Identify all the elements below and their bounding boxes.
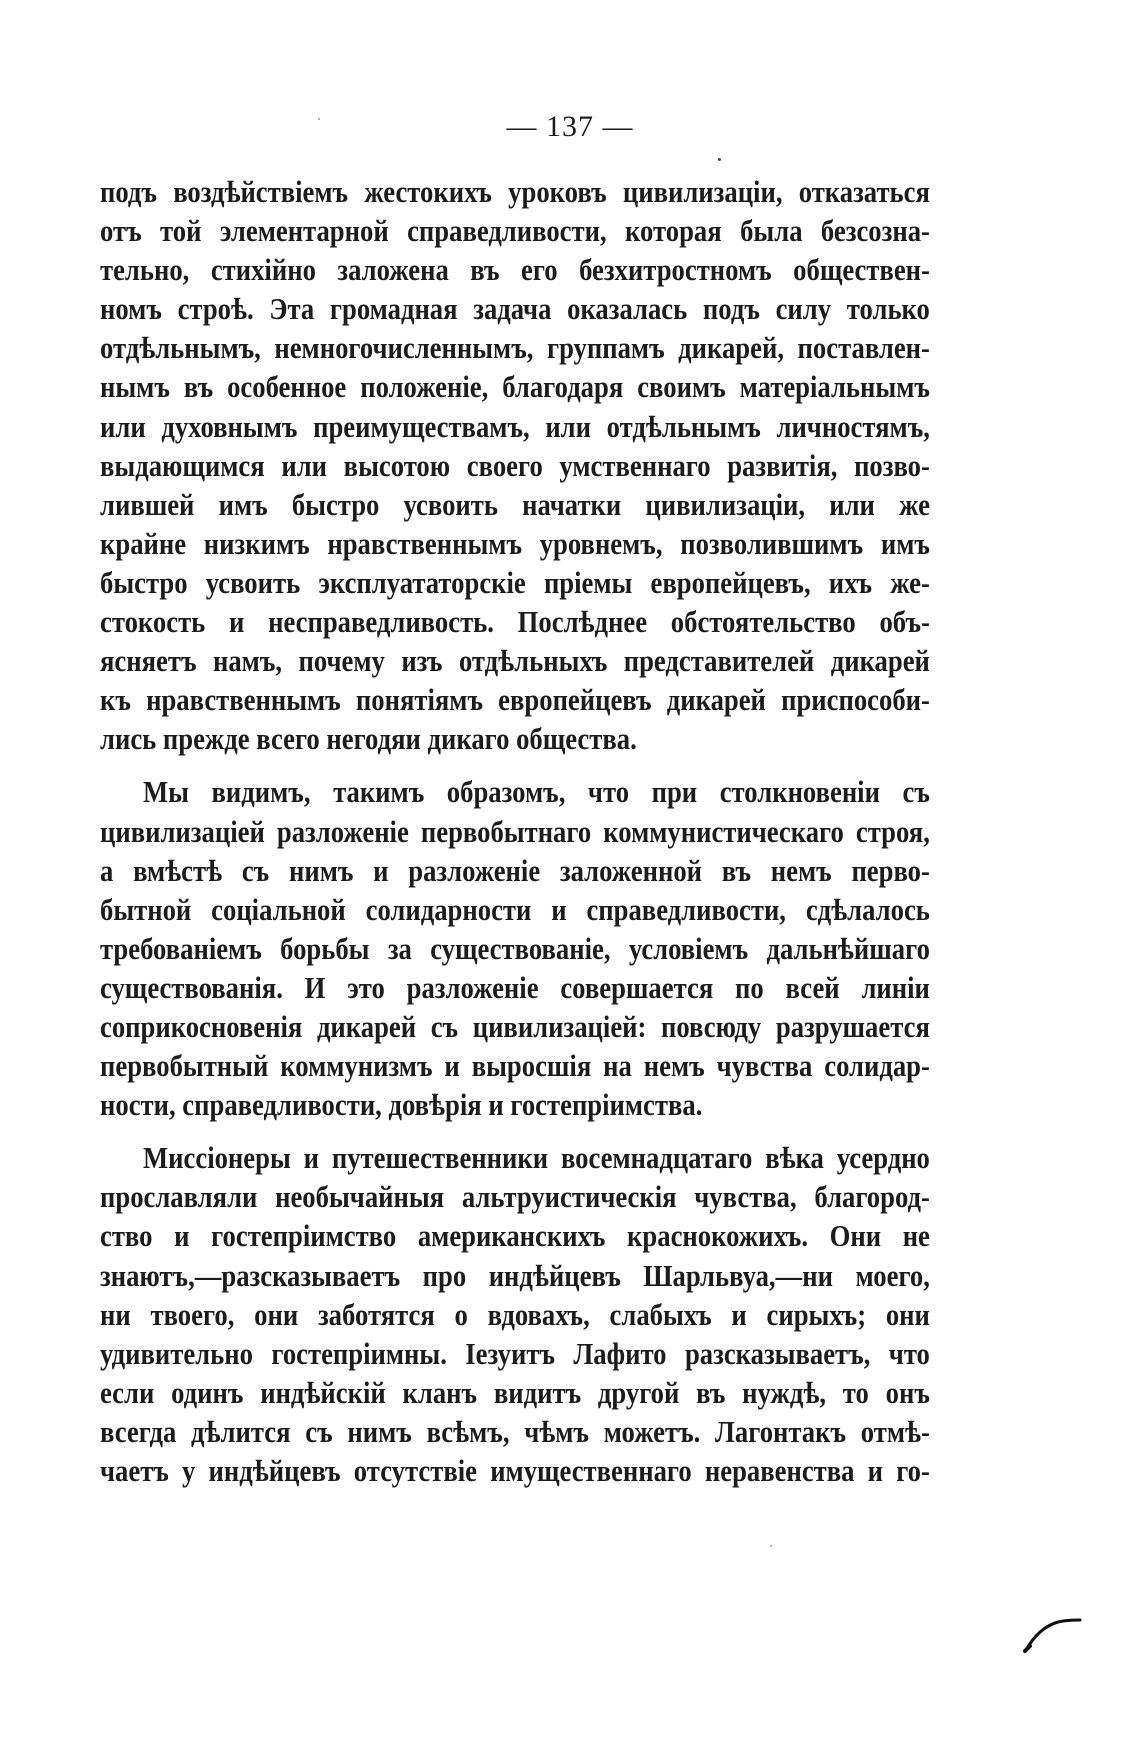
text-line: ности, справедливости, довѣрія и гостепріимства. [100,1087,703,1123]
text-line: цивилизаціей разложеніе первобытнаго коммунистическаго строя, [100,813,930,849]
text-line: отъ той элементарной справедливости, которая была безсозна- [100,213,930,249]
text-line: прославляли необычайныя альтруистическія чувства, благород- [100,1179,930,1215]
text-line: а вмѣстѣ съ нимъ и разложеніе заложенной въ немъ перво- [100,852,930,888]
text-line: бытной соціальной солидарности и справедливости, сдѣлалось [100,891,930,927]
paragraph-2 [100,772,930,1124]
paragraph-gap [100,1124,930,1138]
text-line: Миссіонеры и путешественники восемнадцатаго вѣка усердно [143,1140,930,1176]
print-speck [318,118,320,120]
text-line: подъ воздѣйствіемъ жестокихъ уроковъ цивилизаціи, отказаться [100,174,930,209]
text-line: существованія. И это разложеніе совершается по всей линіи [100,969,930,1005]
print-speck [718,158,721,161]
paragraph-1 [100,172,930,758]
text-line: къ нравственнымъ понятіямъ европейцевъ дикарей приспособи- [100,682,930,718]
text-line: чаетъ у индѣйцевъ отсутствіе имущественнаго неравенства и го- [100,1453,930,1488]
print-speck [770,1545,772,1547]
body-text [100,172,930,1490]
text-line: соприкосновенія дикарей съ цивилизаціей: повсюду разрушается [100,1008,930,1044]
text-line: или духовнымъ преимуществамъ, или отдѣльнымъ личностямъ, [100,408,930,444]
text-line: удивительно гостепріимны. Іезуитъ Лафито разсказываетъ, что [100,1335,930,1371]
text-line: всегда дѣлится съ нимъ всѣмъ, чѣмъ можетъ. Лагонтакъ отмѣ- [100,1413,930,1449]
text-line: если одинъ индѣйскій кланъ видитъ другой въ нуждѣ, то онъ [100,1374,930,1410]
text-line: быстро усвоить эксплуататорскіе пріемы европейцевъ, ихъ же- [100,564,930,600]
text-line: ясняетъ намъ, почему изъ отдѣльныхъ представителей дикарей [100,643,930,679]
text-line: ство и гостепріимство американскихъ краснокожихъ. Они не [100,1218,930,1254]
text-line: стокость и несправедливость. Послѣднее обстоятельство объ- [100,604,930,640]
text-line: тельно, стихійно заложена въ его безхитростномъ обществен- [100,252,930,288]
paragraph-3 [100,1138,930,1490]
text-line: ни твоего, они заботятся о вдовахъ, слабыхъ и сирыхъ; они [100,1296,930,1332]
paragraph-gap [100,758,930,772]
page-number: — 137 — [506,110,634,143]
text-line: отдѣльнымъ, немногочисленнымъ, группамъ дикарей, поставлен- [100,330,930,366]
text-line: выдающимся или высотою своего умственнаго развитія, позво- [100,447,930,483]
text-line: первобытный коммунизмъ и выросшія на немъ чувства солидар- [100,1048,930,1084]
text-line: лись прежде всего негодяи дикаго общества. [100,721,637,757]
text-line: требованіемъ борьбы за существованіе, условіемъ дальнѣйшаго [100,930,930,966]
text-line: номъ строѣ. Эта громадная задача оказалась подъ силу только [100,291,930,327]
text-line: лившей имъ быстро усвоить начатки цивилизаціи, или же [100,486,930,522]
text-line: знаютъ,—разсказываетъ про индѣйцевъ Шарльвуа,—ни моего, [100,1257,930,1293]
text-line: нымъ въ особенное положеніе, благодаря своимъ матеріальнымъ [100,369,930,405]
ink-stroke-mark [1022,1598,1082,1658]
text-line: Мы видимъ, такимъ образомъ, что при столкновеніи съ [143,774,930,810]
text-line: крайне низкимъ нравственнымъ уровнемъ, позволившимъ имъ [100,525,930,561]
